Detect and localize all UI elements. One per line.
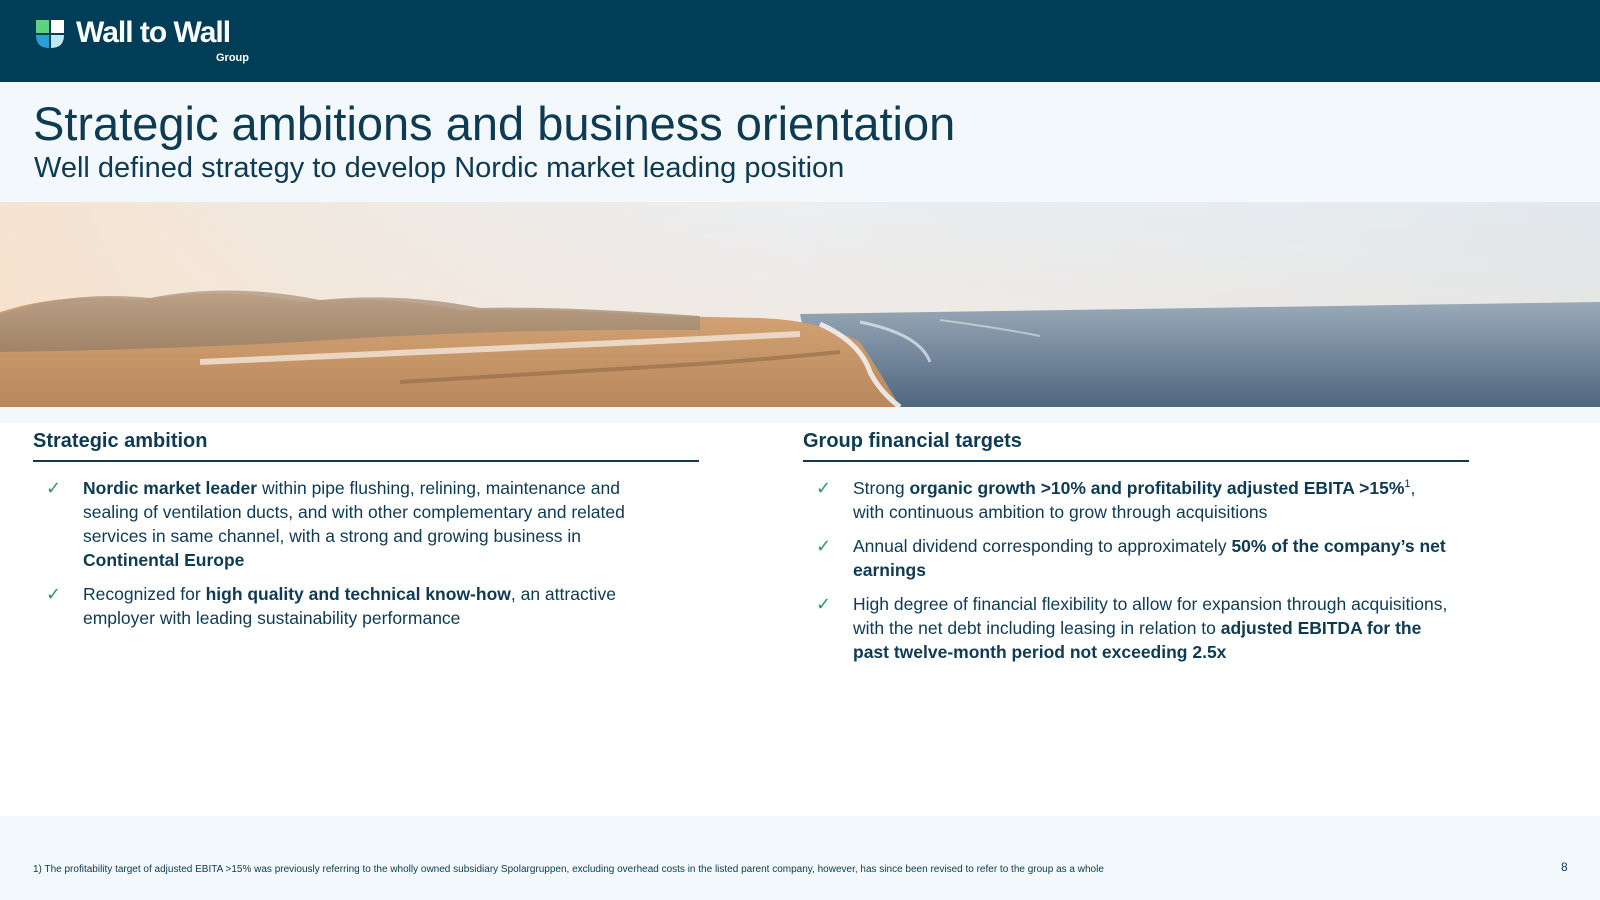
- bullet-bold-text: Continental Europe: [83, 550, 245, 570]
- section-heading: Group financial targets: [803, 428, 1469, 462]
- bullet-text: Annual dividend corresponding to approximately: [853, 536, 1232, 556]
- checkmark-icon: ✓: [816, 594, 832, 614]
- image-bottom-band: [0, 407, 1600, 423]
- logo-text: Wall to Wall: [76, 16, 231, 49]
- bullet-bold-text: Nordic market leader: [83, 478, 258, 498]
- bullet-text: , an attractive employer with leading sustainability performance: [83, 584, 616, 628]
- bullet-text: within pipe flushing, relining, maintenance and sealing of ventilation ducts, and with other complementary and related services in same channel, with a strong and growing business in: [83, 478, 625, 546]
- page-number: 8: [1561, 860, 1568, 874]
- checkmark-icon: ✓: [816, 478, 832, 498]
- bullet-text: High degree of financial flexibility to allow for expansion through acquisitions, with the net debt including leasing in relation to: [853, 594, 1448, 638]
- bullet-item: [33, 476, 699, 572]
- beach-landscape-image: [0, 202, 1600, 407]
- group-financial-targets-section: [803, 428, 1469, 674]
- bullet-list: [803, 476, 1469, 664]
- bullet-bold-text: 50% of the company’s net earnings: [853, 536, 1446, 580]
- logo-mark-icon: [34, 18, 66, 50]
- bullet-item: [803, 592, 1469, 664]
- bullet-list: [33, 476, 699, 630]
- checkmark-icon: ✓: [46, 478, 62, 498]
- page-subtitle: Well defined strategy to develop Nordic market leading position: [34, 152, 845, 184]
- checkmark-icon: ✓: [816, 536, 832, 556]
- bullet-bold-text: organic growth >10% and profitability adjusted EBITA >15%: [909, 478, 1405, 498]
- company-logo[interactable]: [34, 16, 249, 64]
- bullet-item: [803, 534, 1469, 582]
- footnote-marker[interactable]: 1: [1404, 478, 1411, 491]
- section-heading: Strategic ambition: [33, 428, 699, 462]
- checkmark-icon: ✓: [46, 584, 62, 604]
- footnote: 1) The profitability target of adjusted EBITA >15% was previously referring to the wholly owned subsidiary Spolargruppen, excluding overhead costs in the listed parent company, however, has since been revised to refer to the group as a whole: [33, 864, 1104, 875]
- footer-band: [0, 816, 1600, 900]
- bullet-bold-text: adjusted EBITDA for the past twelve-month period not exceeding 2.5x: [853, 618, 1422, 662]
- bullet-text: Strong: [853, 478, 910, 498]
- bullet-item: [803, 476, 1469, 524]
- bullet-text: , with continuous ambition to grow through acquisitions: [853, 478, 1416, 522]
- top-bar: [0, 0, 1600, 82]
- page-title: Strategic ambitions and business orientation: [33, 97, 956, 150]
- strategic-ambition-section: [33, 428, 699, 640]
- bullet-item: [33, 582, 699, 630]
- bullet-text: Recognized for: [83, 584, 206, 604]
- logo-subtext: Group: [216, 52, 249, 64]
- bullet-bold-text: high quality and technical know-how: [205, 584, 511, 604]
